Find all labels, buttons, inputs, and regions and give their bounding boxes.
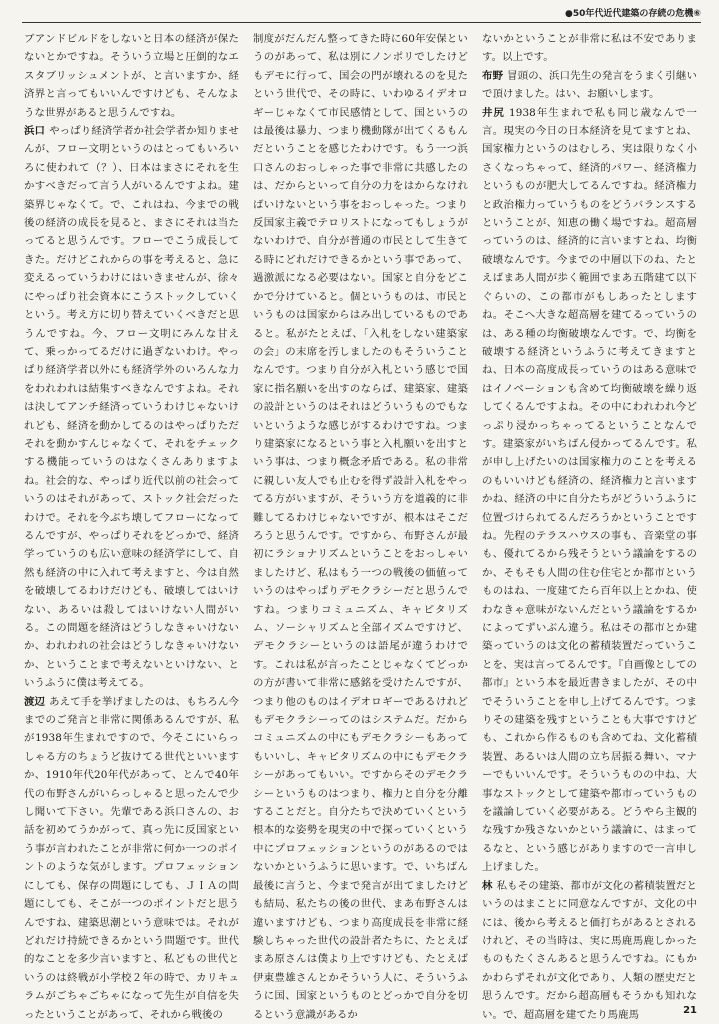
- paragraph: [482, 30, 697, 67]
- paragraph-text: あえて手を挙げましたのは、もちろん今までのご発言と非常に関係あるんですが、私が1938年生まれですので、今そこにいらっしゃる方のちょうど抜けてる世代といいますか、1910年代20年代があって、とんで40年代の布野さんがいらっしゃると思ったんで少し聞いて下さい。先輩である浜口さんの、お話を初めてうかがって、真っ先に反国家という事が言われたことが非常に何か一つのポイントのような気がします。プロフェッションにしても、保存の問題にしても、ＪＩＡの問題にしても、そこが一つのポイントだと思うんですね、建築思潮という意味では。それがどれだけ持続できるかという問題です。世代的なことを多少言いますと、私どもの世代というのは終戦が小学校２年の時で、カリキュラムがごちゃごちゃになって先生が自信を失ったということがあって、それから戦後の: [24, 695, 239, 1021]
- paragraph-text: 冒頭の、浜口先生の発言をうまく引継いで頂けました。はい、お願いします。: [482, 69, 697, 101]
- paragraph-text: 1938年生まれで私も同じ歳なんで一言。現実の今日の日本経済を見てますとね、国家権力というのはむしろ、実は限りなく小さくなっちゃって、経済的パワー、経済権力というものが肥大してるんですね。経済権力と政治権力っていうものをどうバランスするということが、知恵の働く場ですね。超高層っていうのは、経済的に言いますとね、均衡破壊なんです。今までの中層以下のね、たとえばまあ人間が歩く範囲でまあ五階建て以下ぐらいの、この都市がもしあったとしますね。そこへ大きな超高層を建てるっていうのは、ある種の均衡破壊なんです。で、均衡を破壊する経済というふうに考えてきますとね、日本の高度成長っていうのはある意味ではイノベーションも含めて均衡破壊を繰り返してくるんですよね。その中にわれわれ今どっぷり浸かっちゃってるということなんです。建築家がいちばん侵かってるんです。私が申し上げたいのは国家権力のことを考えるのもいいけども経済の、経済権力と言いますかね、経済の中に自分たちがどういうふうに位置づけられてるんだろうかということですね。先程のテラスハウスの事も、音楽堂の事も、優れてるから残そうという議論をするのか、そもそも人間の住む住宅とか都市というものはね、一度建てたら百年以上とかね、使わなきゃ意味がないんだという議論をするかによってずいぶん違う。私はその都市とか建築っていうのは文化の蓄積装置だっていうことを、実は言ってるんです。『自画像としての都市』という本を最近書きましたが、その中でそういうことを申し上げてるんです。つまりその建築を残すということも大事ですけども、これから作るものも含めてね、文化蓄積装置、あるいは人間の立ち居振る舞い、マナーでもいいんです。そういうものの中ね、大事なストックとして建築や都市っていうものを議論していく必要がある。どうやら主観的な残すか残さないかという議論に、はまってるなと、という感じがありますので一言申し上げました。: [482, 106, 698, 874]
- paragraph-text: ないかということが非常に私は不安であります。以上です。: [482, 33, 697, 64]
- speaker-name: 浜口: [24, 125, 46, 138]
- paragraph: [482, 104, 697, 877]
- paragraph: [24, 693, 239, 1024]
- paragraph: [482, 67, 697, 104]
- header-rule: [22, 22, 701, 23]
- speaker-name: 井尻: [482, 106, 506, 119]
- speaker-name: 渡辺: [24, 695, 46, 708]
- paragraph-text: やっぱり経済学者か社会学者か知りませんが、フロー文明というのはとってもいろいろに使われて（？）、日本はまさにそれを生かすべきだって言う人がいるんですよね。建築界じゃなくて。で、これはね、今までの戦後の経済の成長を見ると、まさにそれは当たってると思うんです。フローでこう成長してきた。だけどこれからの事を考えると、急に変えるっていうわけにはいきませんが、徐々にやっぱり社会資本にこうストックしていくという。考え方に切り替えていくべきだと思うんですね。今、フロー文明にみんな甘えて、乗っかってるだけに過ぎないわけ。やっぱり経済学者以外にも経済学外のいろんな力をわれわれは結集すべきなんですよね。それは決してアンチ経済っていうわけじゃないけれども、経済を動かしてるのはやっぱりただそれを動かすんじゃなくて、それをチェックする機能っていうのはなくさんありますよね。社会的な、やっぱり近代以前の社会っていうのはそれがあって、ストック社会だったわけで。それを今ぶち壊してフローになってるんですが、やっぱりそれをどっかで、経済学っていうのも広い意味の経済学にして、自然も経済の中に入れて考えますと、今は自然を破壊してるわけだけども、破壊してはいけない、あるいは殺してはいけない人間がいる。この問題を経済はどうしなきゃいけないか、われわれの社会はどうしなきゃいけないか、ということまで考えないといけない、というふうに僕は考えてる。: [24, 125, 239, 690]
- paragraph: [24, 30, 239, 122]
- paragraph-text: 制度がだんだん整ってきた時に60年安保というのがあって、私は別にノンポリでしたけどもデモに行って、国会の門が壊れるのを見たという世代で、その時に、いわゆるイデオロギーじゃなくて市民感情として、国というのは最後は暴力、つまり機動隊が出てくるもんだということを感じたわけです。もう一つ浜口さんのおっしゃった事で非常に共感したのは、だからといって自分の力をはからなければいけないという事をおっしゃった。つまり反国家主義でテロリストになってもしょうがないわけで、自分が普通の市民として生きてる時にどれだけできるかという事であって、過激派になる必要はない。国家と自分をどこかで分けていると。個というものは、市民というものは国家からはみ出しているものであると。私がたとえば、「入札をしない建築家の会」の末席を汚しましたのもそういうことなんです。つまり自分が入札という感じで国家に指名願いを出すのならば、建築家、建築の設計というのはそれはどういうものでもないというような感じがするわけですね。つまり建築家になるという事と入札願いを出すという事は、つまり概念矛盾である。私の非常に親しい友人でも止むを得ず設計入札をやってる方がいますが、そういう方を道義的に非難してるわけじゃないですが、根本はそこだろうと思うんです。ですから、布野さんが最初にラショナリズムということをおっしゃいましたけど、私はもう一つの戦後の価値っていうのはやっぱりデモクラシーだと思うんですね。つまりコミュニズム、キャピタリズム、ソーシャリズムと全部イズムですけど、デモクラシーというのは語尾が違うわけです。これは私が言ったことじゃなくてどっかの方が書いて非常に感銘を受けたんですが、つまり他のものはイデオロギーであるけれどもデモクラシーってのはシステムだ。だからコミュニズムの中にもデモクラシーもあってもいいし、キャピタリズムの中にもデモクラシーがあってもいい。ですからそのデモクラシーというものはつまり、権力と自分を分離することだと。自分たちで決めていくという根本的な姿勢を現実の中で探っていくという中にプロフェッションというのがあるのではないかというふうに思います。で、いちばん最後に言うと、今まで発言が出てましたけども結局、私たちの後の世代、まあ布野さんは違いますけども、つまり高度成長を非常に経験しちゃった世代の設計者たちに、たとえばまあ原さんは僕より上ですけども、たとえば伊東豊雄さんとかそういう人に、そういうふうに国、国家というものとどっかで自分を切るという意識があるか: [253, 33, 468, 1021]
- speaker-name: 林: [482, 879, 493, 892]
- paragraph: [482, 877, 697, 1024]
- column-1: [24, 30, 239, 1021]
- paragraph-text: 私もその建築、都市が文化の蓄積装置だというのはまことに同意なんですが、文化の中には、後から考えると価打ちがあるとされるけれど、その当時は、実に馬鹿馬鹿しかったものもたくさんあると思うんですね。にもかかわらずそれが文化であり、人類の歴史だと思うんです。だから超高層もそうかも知れない。で、超高層を建てたり馬鹿馬: [482, 879, 697, 1021]
- paragraph-text: ブアンドビルドをしないと日本の経済が保たないとかですね。そういう立場と圧倒的なエスタブリッシュメントが、と言いますか、経済界と言ってもいいんですけども、そんなような世界があると思うんですね。: [24, 33, 239, 119]
- page-number: 21: [683, 1005, 697, 1016]
- speaker-name: 布野: [482, 69, 504, 82]
- paragraph: [253, 30, 468, 1024]
- column-2: [253, 30, 468, 1021]
- paragraph: [24, 122, 239, 693]
- running-header: ●50年代近代建築の存続の危機⑥: [565, 9, 701, 19]
